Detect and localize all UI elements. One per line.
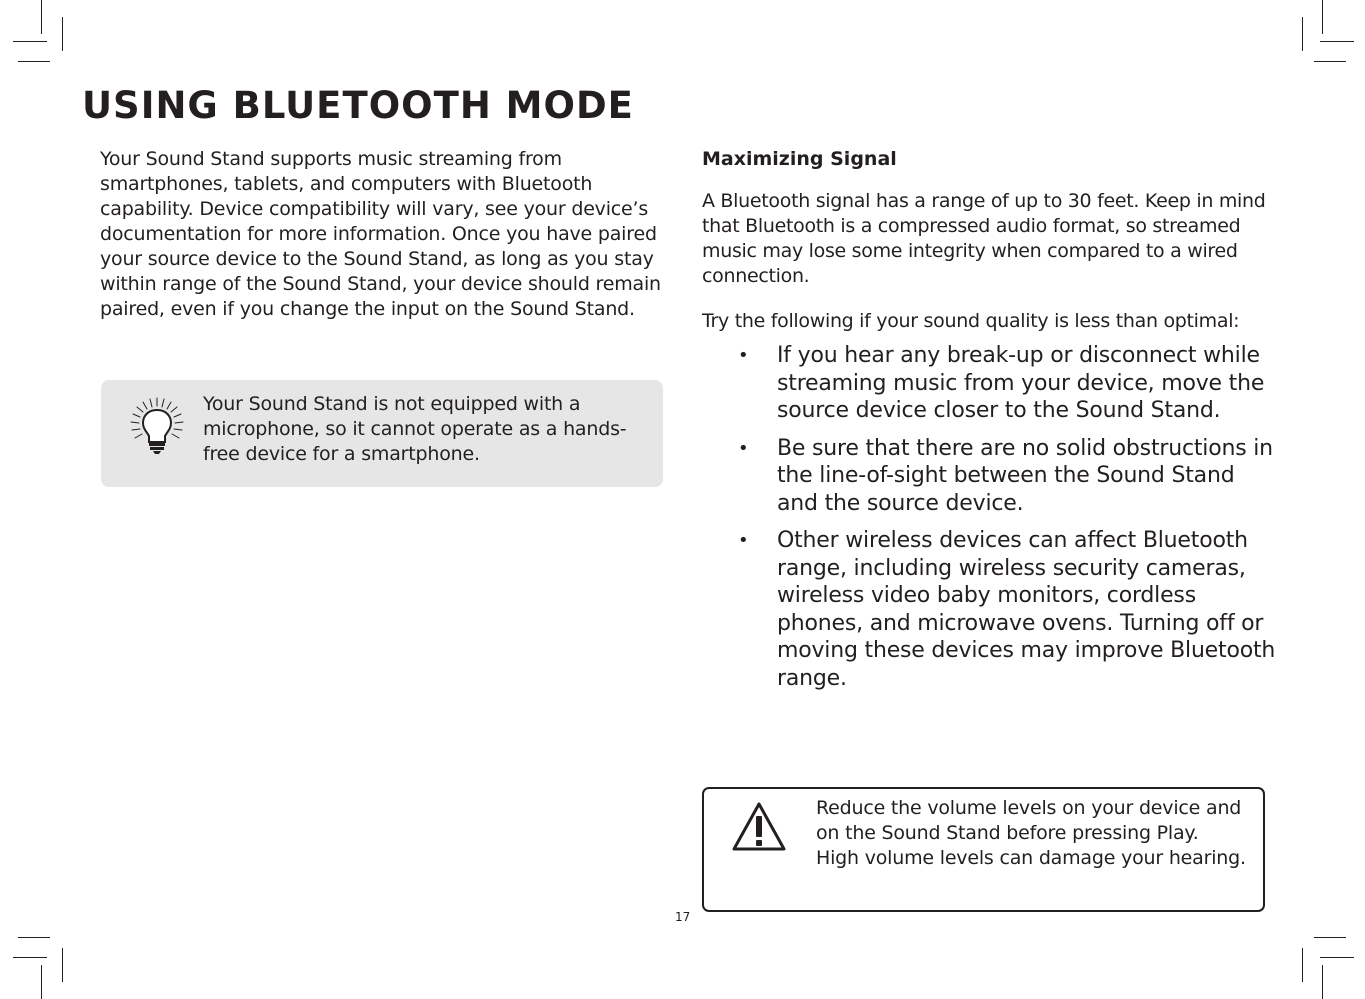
tip-box — [101, 380, 663, 487]
crop-mark — [1320, 41, 1354, 42]
crop-mark — [1302, 948, 1303, 982]
page-number: 17 — [675, 910, 691, 924]
lightbulb-icon — [128, 396, 186, 456]
range-paragraph: A Bluetooth signal has a range of up to 30 feet. Keep in mind that Bluetooth is a compressed audio format, so streamed music may lose some integrity when compared to a wired connection. — [702, 190, 1266, 287]
crop-mark — [13, 41, 47, 42]
list-item-text: Be sure that there are no solid obstructions in the line-of-sight between the Sound Stand and the source device. — [777, 435, 1273, 516]
crop-mark — [18, 937, 50, 938]
crop-mark — [18, 61, 50, 62]
tip-text: Your Sound Stand is not equipped with a microphone, so it cannot operate as a hands-free device for a smartphone. — [203, 393, 627, 465]
crop-mark — [41, 0, 42, 34]
bullet-marker: • — [738, 530, 749, 551]
bullet-marker: • — [738, 345, 749, 366]
list-item — [702, 435, 1282, 518]
warning-icon — [731, 801, 787, 853]
warning-box — [702, 787, 1265, 912]
crop-mark — [1322, 0, 1323, 34]
list-item — [702, 527, 1282, 692]
try-following-paragraph: Try the following if your sound quality is less than optimal: — [702, 310, 1240, 332]
section-heading: Maximizing Signal — [702, 148, 897, 170]
page-title: USING BLUETOOTH MODE — [82, 84, 634, 127]
right-column — [702, 147, 1282, 702]
crop-mark — [1314, 61, 1346, 62]
bullet-marker: • — [738, 437, 749, 459]
intro-paragraph: Your Sound Stand supports music streaming from smartphones, tablets, and computers with Bluetooth capability. Device compatibility will vary, see your device’s documentation for more information. Once you have paired your source device to the Sound Stand, as long as you stay within range of the Sound Stand, your device should remain paired, even if you change the input on the Sound Stand. — [100, 148, 661, 320]
list-item — [702, 342, 1282, 425]
crop-mark — [1320, 957, 1354, 958]
crop-mark — [41, 965, 42, 999]
list-item-text: If you hear any break-up or disconnect while streaming music from your device, move the source device closer to the Sound Stand. — [777, 343, 1265, 423]
crop-mark — [1302, 17, 1303, 51]
crop-mark — [1314, 937, 1346, 938]
warning-text: Reduce the volume levels on your device and on the Sound Stand before pressing Play. High volume levels can damage your hearing. — [816, 797, 1246, 869]
list-item-text: Other wireless devices can affect Bluetooth range, including wireless security cameras, wireless video baby monitors, cordless phones, and microwave ovens. Turning off or moving these devices may improve Bluetooth range. — [777, 528, 1276, 691]
crop-mark — [62, 17, 63, 51]
left-column — [100, 147, 668, 322]
crop-mark — [13, 957, 47, 958]
tips-list — [702, 342, 1282, 692]
crop-mark — [1322, 965, 1323, 999]
crop-mark — [62, 948, 63, 982]
